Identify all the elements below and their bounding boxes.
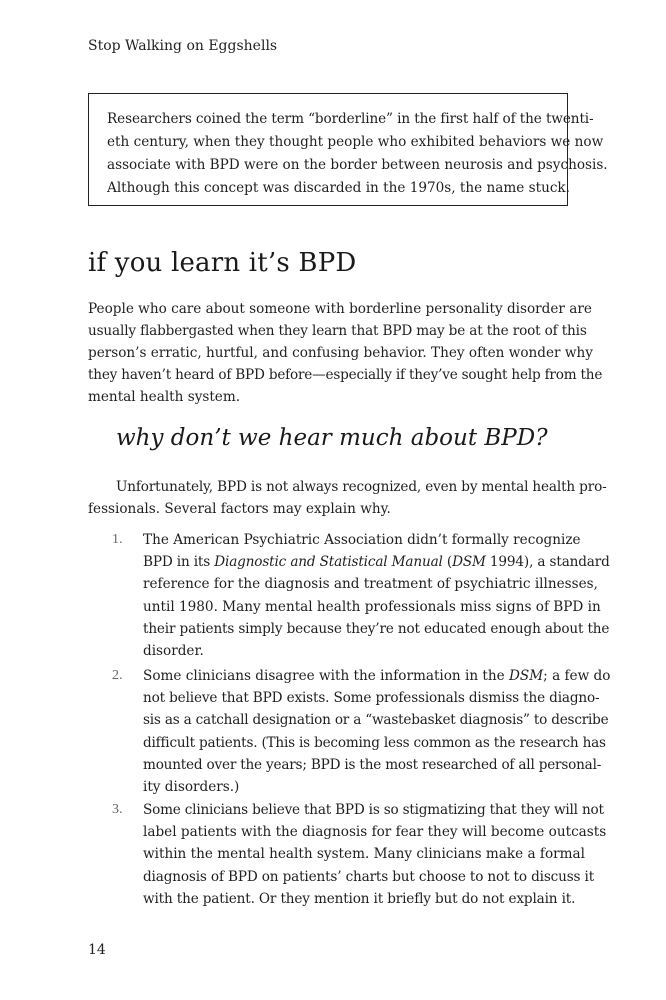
sidebar-line: Although this concept was discarded in the 1970s, the name stuck. [107, 180, 570, 196]
paragraph-line: they haven’t heard of BPD before—especially if they’ve sought help from the [88, 367, 603, 383]
sidebar-line: Researchers coined the term “borderline” in the first half of the twenti- [107, 111, 594, 127]
list-number: 2. [112, 668, 123, 683]
list-line: label patients with the diagnosis for fear they will become outcasts [143, 824, 607, 841]
list-line: not believe that BPD exists. Some professionals dismiss the diagno- [143, 690, 600, 707]
list-line: their patients simply because they’re not educated enough about the [143, 620, 610, 637]
list-line: ity disorders.) [143, 779, 240, 796]
text-run: Some clinicians disagree with the information in the [143, 668, 510, 684]
list-line: disorder. [143, 643, 204, 660]
book-abbreviation: DSM [509, 668, 544, 684]
list-line [143, 529, 581, 551]
intro-paragraph [88, 298, 603, 408]
lead-paragraph [88, 476, 607, 520]
text-run: BPD in its [143, 554, 215, 571]
paragraph-line: mental health system. [88, 389, 241, 405]
list-line: sis as a catchall designation or a “wastebasket diagnosis” to describe [143, 712, 609, 729]
sidebar-line: eth century, when they thought people who exhibited behaviors we now [107, 134, 604, 150]
list-line [143, 551, 610, 573]
list-line: mounted over the years; BPD is the most researched of all personal- [143, 756, 602, 773]
subsection-heading: why don’t we hear much about BPD? [116, 425, 548, 451]
page-number: 14 [88, 942, 106, 958]
paragraph-line: fessionals. Several factors may explain why. [88, 501, 391, 517]
list-line: diagnosis of BPD on patients’ charts but choose to not to discuss it [143, 868, 595, 885]
text-run: ; a few do [543, 668, 611, 684]
list-item-text [143, 665, 611, 798]
list-number: 1. [112, 532, 123, 547]
sidebar-line: associate with BPD were on the border between neurosis and psychosis. [107, 157, 608, 173]
list-line: until 1980. Many mental health professionals miss signs of BPD in [143, 598, 601, 615]
list-number: 3. [112, 802, 123, 817]
text-run: The American Psychiatric Association didn’t formally recognize [143, 532, 581, 548]
list-item-text [143, 529, 610, 662]
paragraph-line: usually flabbergasted when they learn that BPD may be at the root of this [88, 323, 587, 339]
book-title: Diagnostic and Statistical Manual [214, 554, 443, 571]
list-line: difficult patients. (This is becoming less common as the research has [143, 734, 606, 751]
list-line: within the mental health system. Many clinicians make a formal [143, 846, 585, 863]
book-abbreviation: DSM [452, 554, 486, 571]
list-line: reference for the diagnosis and treatment of psychiatric illnesses, [143, 576, 598, 593]
text-run: ( [442, 554, 453, 571]
paragraph-line: Unfortunately, BPD is not always recognized, even by mental health pro- [116, 479, 607, 495]
list-line [143, 665, 611, 687]
list-line: Some clinicians believe that BPD is so stigmatizing that they will not [143, 802, 604, 818]
list-line: with the patient. Or they mention it briefly but do not explain it. [143, 890, 576, 907]
section-heading: if you learn it’s BPD [88, 248, 357, 278]
text-run: 1994), a standard [485, 554, 610, 571]
sidebar-box [88, 93, 608, 206]
paragraph-line: People who care about someone with borderline personality disorder are [88, 301, 592, 317]
list-item-text [143, 799, 607, 910]
paragraph-line: person’s erratic, hurtful, and confusing behavior. They often wonder why [88, 345, 593, 361]
running-head: Stop Walking on Eggshells [88, 38, 278, 54]
